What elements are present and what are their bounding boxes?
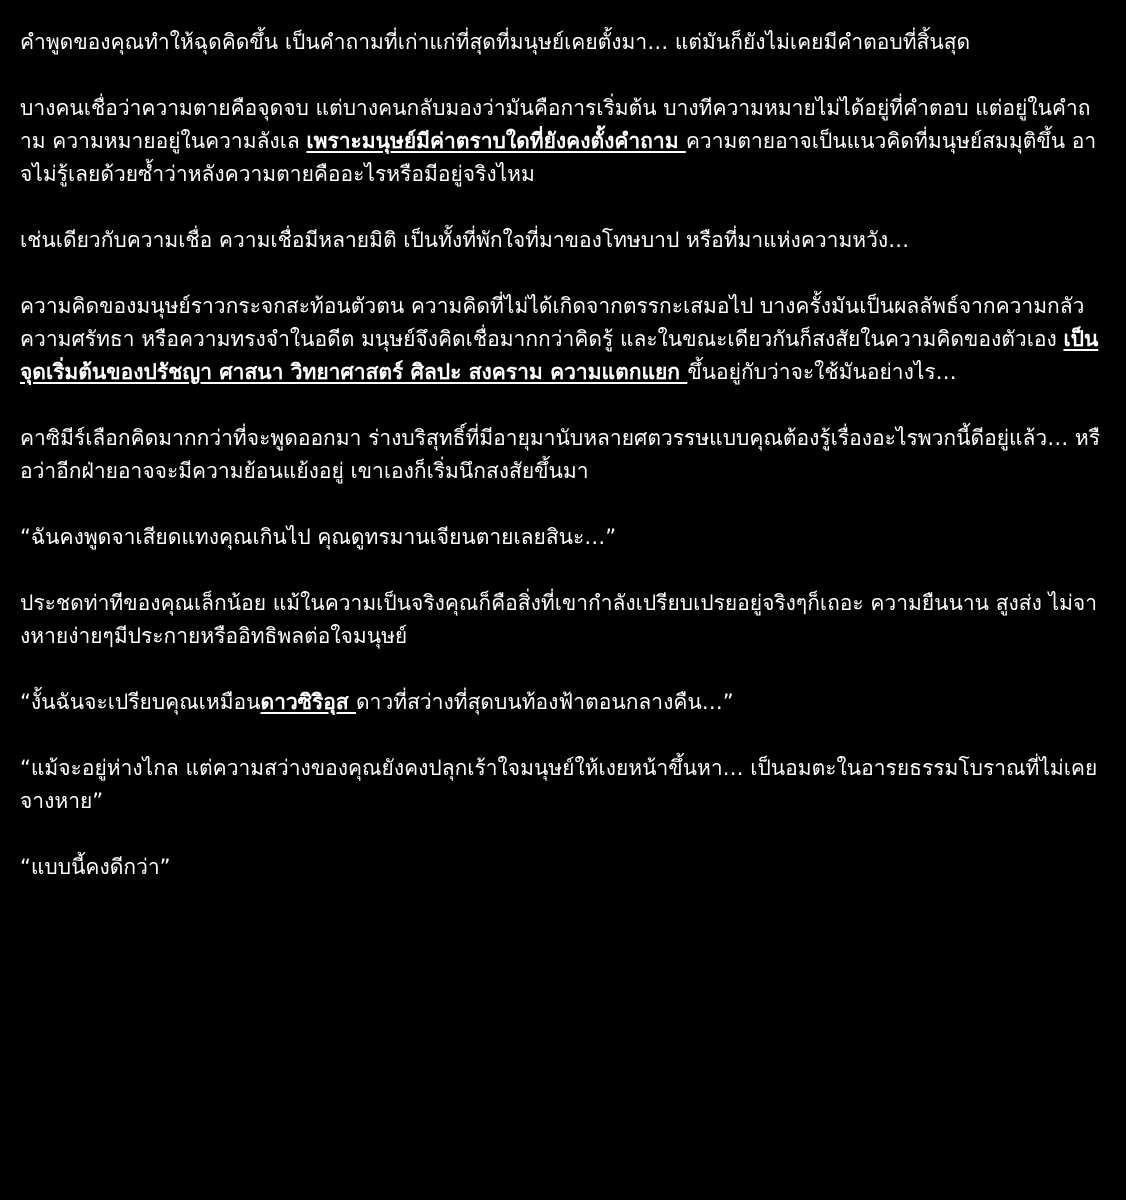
paragraph-10-dialogue [20, 851, 1102, 884]
paragraph-6-dialogue [20, 521, 1102, 554]
emphasized-text: ดาวซิริอุส [260, 690, 357, 714]
paragraph-3 [20, 224, 1102, 257]
text-segment: ความคิดของมนุษย์ราวกระจกสะท้อนตัวตน ความคิดที่ไม่ได้เกิดจากตรรกะเสมอไป บางครั้งมันเป็นผลลัพธ์จากความกลัว ความศรัทธา หรือความทรงจำในอดีต มนุษย์จึงคิดเชื่อมากกว่าคิดรู้ และในขณะเดียวกันก็สงสัยในความคิดของตัวเอง [20, 294, 1085, 351]
paragraph-2 [20, 92, 1102, 191]
text-segment: “แม้จะอยู่ห่างไกล แต่ความสว่างของคุณยังคงปลุกเร้าใจมนุษย์ให้เงยหน้าขึ้นหา… เป็นอมตะในอารยธรรมโบราณที่ไม่เคยจางหาย” [20, 756, 1098, 813]
paragraph-8-dialogue [20, 686, 1102, 719]
text-segment: บางคนเชื่อว่าความตายคือจุดจบ แต่บางคนกลับมองว่ามันคือการเริ่มต้น บางทีความหมายไม่ได้อยู่ที่คำตอบ แต่อยู่ในคำถาม ความหมายอยู่ในความลังเล [20, 96, 1091, 153]
text-segment: “งั้นฉันจะเปรียบคุณเหมือน [20, 690, 261, 714]
text-segment: ดาวที่สว่างที่สุดบนท้องฟ้าตอนกลางคืน…” [356, 690, 734, 714]
text-segment: ประชดท่าทีของคุณเล็กน้อย แม้ในความเป็นจริงคุณก็คือสิ่งที่เขากำลังเปรียบเปรยอยู่จริงๆก็เถอะ ความยืนนาน สูงส่ง ไม่จางหายง่ายๆมีประกายหรืออิทธิพลต่อใจมนุษย์ [20, 591, 1098, 648]
emphasized-text: เป็นจุดเริ่มต้นของปรัชญา ศาสนา วิทยาศาสตร์ ศิลปะ สงคราม ความแตกแยก [20, 327, 1099, 384]
text-segment: ความตายอาจเป็นแนวคิดที่มนุษย์สมมุติขึ้น อาจไม่รู้เลยด้วยซ้ำว่าหลังความตายคืออะไรหรือมีอยู่จริงไหม [20, 129, 1097, 186]
text-segment: ขึ้นอยู่กับว่าจะใช้มันอย่างไร… [687, 360, 957, 384]
text-segment: คำพูดของคุณทำให้ฉุดคิดขึ้น เป็นคำถามที่เก่าแก่ที่สุดที่มนุษย์เคยตั้งมา… แต่มันก็ยังไม่เคยมีคำตอบที่สิ้นสุด [20, 30, 971, 54]
paragraph-4 [20, 290, 1102, 389]
paragraph-9-dialogue [20, 752, 1102, 818]
paragraph-5 [20, 422, 1102, 488]
text-segment: “แบบนี้คงดีกว่า” [20, 855, 171, 879]
text-segment: คาซิมีร์เลือกคิดมากกว่าที่จะพูดออกมา ร่างบริสุทธิ์ที่มีอายุมานับหลายศตวรรษแบบคุณต้องรู้เรื่องอะไรพวกนี้ดีอยู่แล้ว… หรือว่าอีกฝ่ายอาจจะมีความย้อนแย้งอยู่ เขาเองก็เริ่มนึกสงสัยขึ้นมา [20, 426, 1100, 483]
text-segment: เช่นเดียวกับความเชื่อ ความเชื่อมีหลายมิติ เป็นทั้งที่พักใจที่มาของโทษบาป หรือที่มาแห่งความหวัง… [20, 228, 910, 252]
paragraph-7 [20, 587, 1102, 653]
paragraph-1 [20, 26, 1102, 59]
text-segment: “ฉันคงพูดจาเสียดแทงคุณเกินไป คุณดูทรมานเจียนตายเลยสินะ…” [20, 525, 617, 549]
emphasized-text: เพราะมนุษย์มีค่าตราบใดที่ยังคงตั้งคำถาม [306, 129, 686, 153]
